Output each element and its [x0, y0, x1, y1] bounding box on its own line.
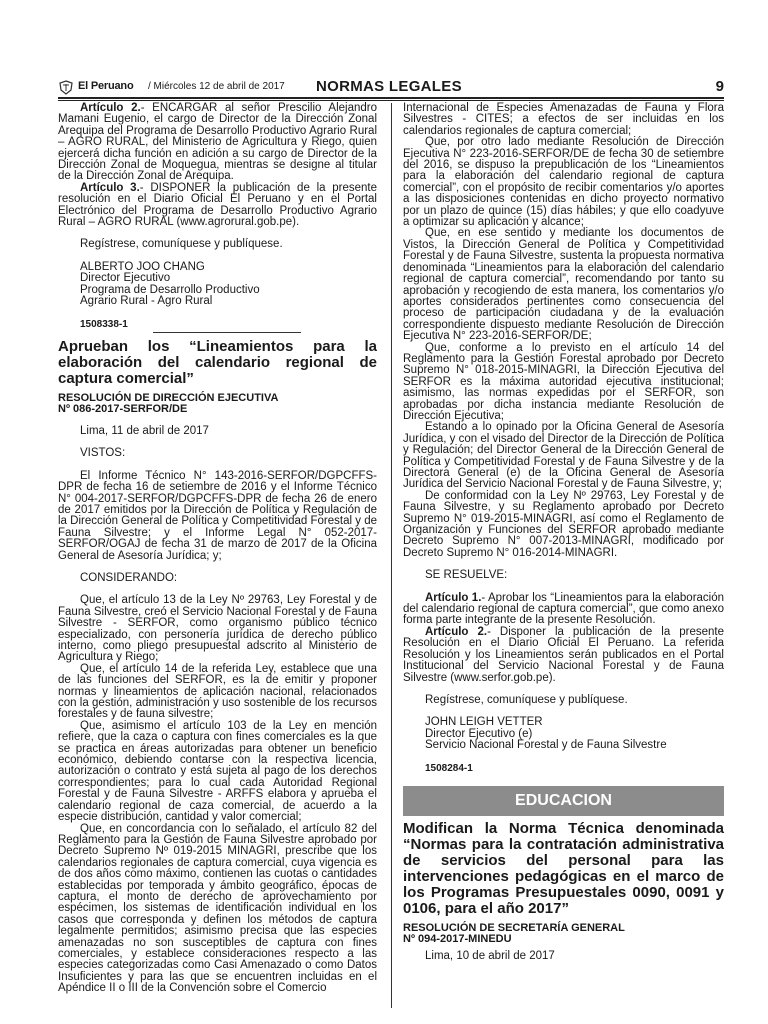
signatory-role: Director Ejecutivo: [80, 272, 171, 285]
considerando-continuation: Internacional de Especies Amenazadas de Fauna y Flora Silvestres - CITES; a efectos de ser incluidas en los calendarios regionales de captura comercial;: [403, 102, 724, 137]
considerando-paragraph: Que, el artículo 14 de la referida Ley, establece que una de las funciones del SERFOR, es la de emitir y proponer normas y lineamientos de aplicación nacional, relacionados con la gestión, administración y uso sostenible de los recursos forestales y de fauna silvestre;: [58, 662, 377, 721]
city-date: Lima, 10 de abril de 2017: [425, 949, 555, 962]
article-2-paragraph: [58, 103, 377, 183]
page-number: 9: [715, 78, 724, 95]
resolution-number: Nº 086-2017-SERFOR/DE: [58, 402, 188, 415]
considerando-paragraph: Que, en concordancia con lo señalado, el artículo 82 del Reglamento para la Gestión de Fauna Silvestre aprobado por Decreto Supremo Nº 019-2015 MINAGRI, prescribe que los calendarios regionales de captura comercial, cuya vigencia es de dos años como máximo, contienen las cuotas o cantidades establecidas por temporada y ámbito geográfico, épocas de captura, el monto de derecho de aprovechamiento por espécimen, los sistemas de identificación individual en los casos que corresponda y definen los métodos de captura legalmente permitidos; asimismo precisa que las especies amenazadas no son susceptibles de captura con fines comerciales, y establece consideraciones respecto a las especies categorizadas como Casi Amenazado o como Datos Insuficientes y para las que se encuentren incluidas en el Apéndice II o III de la Convención sobre el Comercio: [58, 822, 377, 995]
signatory-name: JOHN LEIGH VETTER: [425, 716, 543, 729]
section-banner: EDUCACION: [403, 786, 724, 816]
separator-rule: [153, 332, 301, 333]
considerando-paragraph: Que, por otro lado mediante Resolución de Dirección Ejecutiva N° 223-2016-SERFOR/DE de fecha 30 de setiembre del 2016, se dispuso la prepublicación de los “Lineamientos para la elaboración del calendario regional de captura comercial”, con el propósito de recibir comentarios y/o aportes a las disposiciones contenidas en dicho proyecto normativo por un plazo de quince (15) días hábiles; y que ello coadyuve a optimizar su aplicación y alcance;: [403, 136, 724, 229]
article-text: - Disponer la publicación de la presente Resolución en el Diario Oficial El Peruano. La referida Resolución y los Lineamientos serán publicados en el Portal Institucional del Servicio Nacional Forestal y de Fauna Silvestre (www.serfor.gob.pe).: [403, 625, 724, 684]
section-title: NORMAS LEGALES: [316, 78, 462, 95]
resolution-number: Nº 094-2017-MINEDU: [403, 932, 512, 945]
considerando-paragraph: Que, asimismo el artículo 103 de la Ley en mención refiere, que la caza o captura con fines comerciales es la que se practica en áreas autorizadas para obtener un beneficio económico, debiendo contarse con la respectiva licencia, autorización o contrato y está sujeta al pago de los derechos correspondientes; para lo cual cada Autoridad Regional Forestal y de Fauna Silvestre - ARFFS elabora y aprueba el calendario regional de caza comercial, de acuerdo a la especie distribución, cantidad y valor comercial;: [58, 719, 377, 824]
considerando-label: CONSIDERANDO:: [80, 571, 178, 584]
resolution-title: RESOLUCIÓN DE SECRETARÍA GENERAL: [403, 921, 625, 934]
signatory-role: Programa de Desarrollo Productivo: [80, 283, 260, 296]
article-label: Artículo 3.: [80, 181, 140, 194]
city-date: Lima, 11 de abril de 2017: [80, 424, 209, 437]
vistos-paragraph: El Informe Técnico N° 143-2016-SERFOR/DGPCFFS-DPR de fecha 16 de setiembre de 2016 y el Informe Técnico N° 004-2017-SERFOR/DGPCFFS-DPR de fecha 26 de enero de 2017 emitidos por la Dirección de Política y Regulación de la Dirección General de Política y Competitividad Forestal y de Fauna Silvestre; y el Informe Legal N° 052-2017-SERFOR/OGAJ de fecha 31 de marzo de 2017 de la Oficina General de Asesoría Jurídica; y;: [58, 469, 377, 562]
right-column: [403, 103, 724, 962]
signatory-role: Agrario Rural - Agro Rural: [80, 295, 213, 308]
article-text: - ENCARGAR al señor Prescilio Alejandro Mamani Eugenio, el cargo de Director de la Dirección Zonal Arequipa del Programa de Desarrollo Productivo Agrario Rural – AGRO RURAL, del Ministerio de Agricultura y Riego, quien ejercerá dicha función en adición a su cargo de Director de la Dirección Zonal de Moquegua, mientras se designe al titular de la Dirección Zonal de Arequipa.: [58, 102, 378, 183]
se-resuelve-label: SE RESUELVE:: [425, 569, 508, 582]
publication-code: 1508338-1: [80, 318, 128, 330]
article-3-paragraph: [58, 183, 377, 229]
article-text: - DISPONER la publicación de la presente resolución en el Diario Oficial El Peruano y en el Portal Electrónico del Programa de Desarrollo Productivo Agrario Rural – AGRO RURAL (www.agrorural.gob.pe).: [58, 181, 377, 229]
article-1-paragraph: [403, 593, 724, 627]
header-rule-thin: [58, 100, 724, 101]
registrese-line: Regístrese, comuníquese y publíquese.: [425, 693, 628, 706]
considerando-paragraph: Que, en ese sentido y mediante los documentos de Vistos, la Dirección General de Política y Competitividad Forestal y de Fauna Silvestre, sustenta la propuesta normativa denominada “Lineamientos para la elaboración del calendario regional de captura comercial”, recomendando por tanto su aprobación y recogiendo de esta manera, los comentarios y/o aportes considerados pertinentes como consecuencia del proceso de participación ciudadana y de la evaluación correspondiente dispuesto mediante Resolución de Dirección Ejecutiva N° 223-2016-SERFOR/DE;: [403, 227, 724, 343]
article-text: - Aprobar los “Lineamientos para la elaboración del calendario regional de captura comercial”, que como anexo forma parte integrante de la presente Resolución.: [403, 591, 725, 627]
article-2-paragraph: [403, 627, 724, 684]
signatory-role: Director Ejecutivo (e): [425, 727, 533, 740]
page-header: [58, 79, 724, 99]
signatory-name: ALBERTO JOO CHANG: [80, 260, 205, 273]
considerando-paragraph: Que, el artículo 13 de la Ley Nº 29763, Ley Forestal y de Fauna Silvestre, creó el Servicio Nacional Forestal y de Fauna Silvestre - SERFOR, como organismo público técnico especializado, con personería jurídica de derecho público interno, como pliego presupuestal adscrito al Ministerio de Agricultura y Riego;: [58, 594, 377, 664]
registrese-line: Regístrese, comuníquese y publíquese.: [80, 238, 283, 251]
newspaper-name: El Peruano: [78, 80, 134, 92]
header-rule: [58, 97, 724, 99]
norm-headline: Modifican la Norma Técnica denominada “Normas para la contratación administrativa de servicios del personal para las intervenciones pedagógicas en el marco de los Programas Presupuestales 0090, 0091 y 0106, para el año 2017”: [403, 819, 724, 917]
article-label: Artículo 1.: [425, 591, 482, 604]
resolution-title: RESOLUCIÓN DE DIRECCIÓN EJECUTIVA: [58, 391, 279, 404]
issue-date: / Miércoles 12 de abril de 2017: [148, 81, 285, 92]
signatory-role: Servicio Nacional Forestal y de Fauna Silvestre: [425, 739, 667, 752]
article-label: Artículo 2.: [80, 102, 141, 114]
considerando-paragraph: Que, conforme a lo previsto en el artículo 14 del Reglamento para la Gestión Forestal aprobado por Decreto Supremo N° 018-2015-MINAGRI, la Dirección Ejecutiva del SERFOR es la máxima autoridad ejecutiva institucional; asimismo, las normas expedidas por el SERFOR, son aprobadas por dicha instancia mediante Resolución de Dirección Ejecutiva;: [403, 341, 724, 422]
considerando-paragraph: De conformidad con la Ley Nº 29763, Ley Forestal y de Fauna Silvestre, y su Reglamento aprobado por Decreto Supremo N° 019-2015-MINAGRI, así como el Reglamento de Organización y Funciones del SERFOR aprobado mediante Decreto Supremo N° 007-2013-MINAGRI, modificado por Decreto Supremo N° 016-2014-MINAGRI.: [403, 489, 724, 559]
left-column: [58, 103, 377, 995]
considerando-paragraph: Estando a lo opinado por la Oficina General de Asesoría Jurídica, y con el visado del Director de la Dirección de Política y Regulación; del Director General de la Dirección General de Política y Competitividad Forestal y de Fauna Silvestre y de la Directora General (e) de la Oficina General de Asesoría Jurídica del Servicio Nacional Forestal y de Fauna Silvestre, y;: [403, 421, 724, 491]
article-label: Artículo 2.: [425, 625, 488, 638]
coat-of-arms-icon: [58, 80, 74, 95]
column-divider: [391, 103, 392, 1008]
vistos-label: VISTOS:: [80, 447, 126, 460]
norm-headline: Aprueban los “Lineamientos para la elaboración del calendario regional de captura comercial”: [58, 337, 377, 387]
publication-code: 1508284-1: [425, 762, 473, 774]
